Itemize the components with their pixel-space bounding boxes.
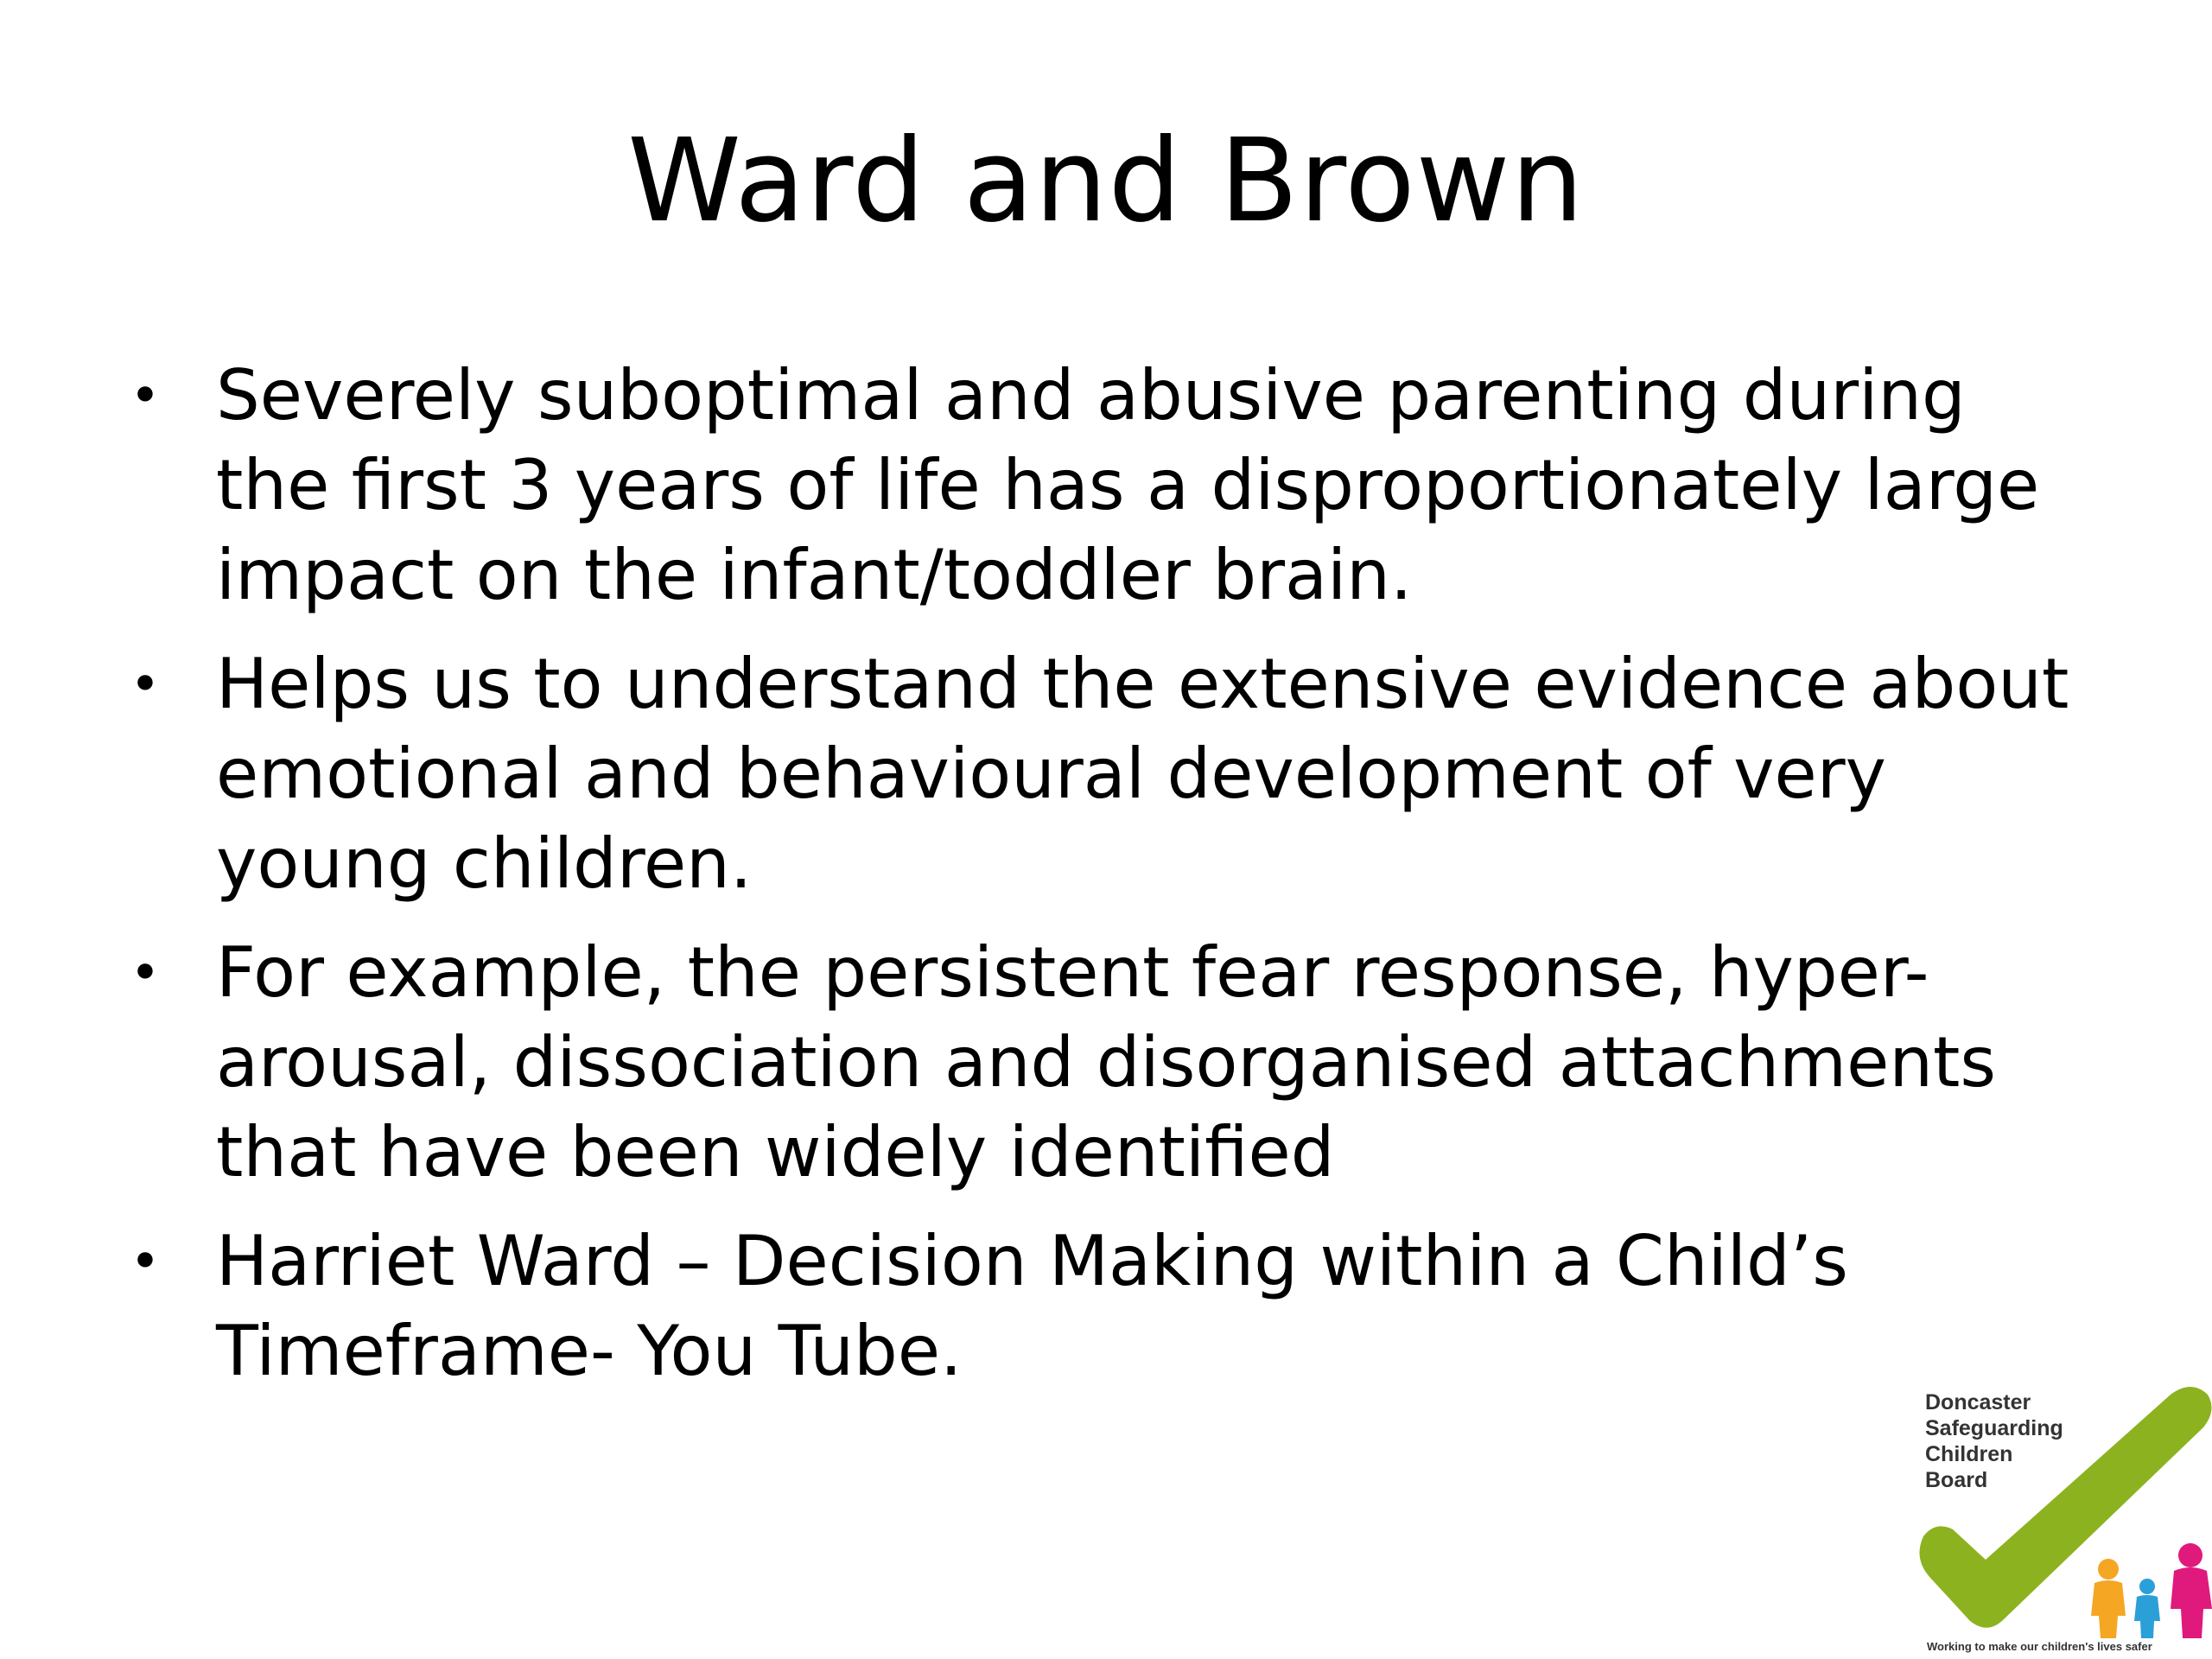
bullet-dot-icon: •	[130, 1231, 161, 1292]
bullet-dot-icon: •	[130, 943, 161, 1003]
logo-name-line: Doncaster	[1925, 1390, 2031, 1414]
logo-name	[1925, 1389, 2063, 1493]
bullet-text: Helps us to understand the extensive evidence about emotional and behavioural development of very young children.	[216, 644, 2069, 904]
bullet-list	[128, 351, 2081, 1415]
bullet-text: Severely suboptimal and abusive parenting during the first 3 years of life has a disproportionately large impact on the infant/toddler brain.	[216, 355, 2040, 615]
bullet-item	[128, 1217, 2081, 1396]
bullet-item	[128, 928, 2081, 1198]
logo-name-line: Safeguarding	[1925, 1416, 2063, 1440]
dscb-logo	[1910, 1382, 2212, 1659]
bullet-item	[128, 639, 2081, 909]
bullet-text: For example, the persistent fear response, hyper-arousal, dissociation and disorganised attachments that have been widely identified	[216, 932, 1997, 1192]
logo-name-line: Board	[1925, 1468, 1988, 1492]
slide-title: Ward and Brown	[627, 115, 1585, 248]
bullet-dot-icon: •	[130, 365, 161, 426]
logo-name-line: Children	[1925, 1442, 2013, 1466]
bullet-text: Harriet Ward – Decision Making within a Child’s Timeframe- You Tube.	[216, 1221, 1848, 1391]
bullet-item	[128, 351, 2081, 620]
logo-tagline: Working to make our children's lives safer	[1927, 1640, 2152, 1653]
bullet-dot-icon: •	[130, 654, 161, 715]
